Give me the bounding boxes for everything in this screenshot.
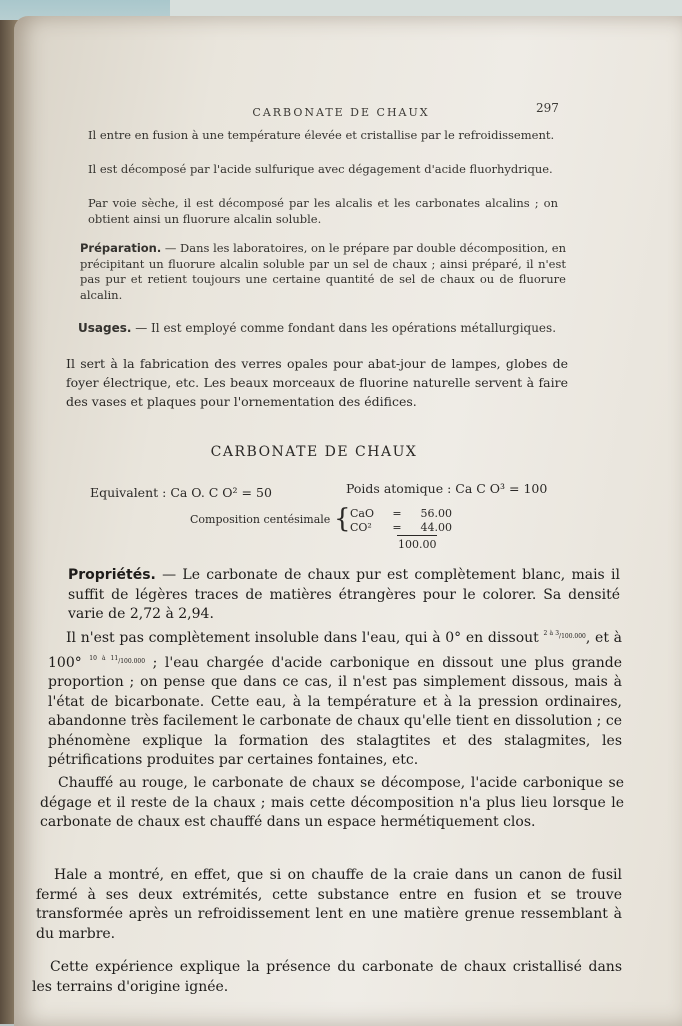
running-title: CARBONATE DE CHAUX	[252, 106, 430, 119]
paragraph-preparation	[80, 241, 566, 303]
paragraph-usages	[78, 320, 566, 337]
preparation-text: — Dans les laboratoires, on le prépare par double décomposition, en précipitant un fluorure alcalin soluble par un sel de chaux ; ainsi préparé, il n'est pas pur et retient toujours une certaine quantité de sel de chaux ou de fluorure alcalin.	[80, 241, 567, 302]
usages-text: — Il est employé comme fondant dans les opérations métallurgiques.	[131, 321, 557, 335]
composition-brace: {	[334, 504, 351, 534]
composition-row-co2: CO² = 44.00	[350, 521, 452, 534]
proprietes-text: — Le carbonate de chaux pur est complètement blanc, mais il suffit de légères traces de matières étrangères pour le colorer. Sa densité varie de 2,72 à 2,94.	[68, 567, 620, 622]
paragraph-verres: Il sert à la fabrication des verres opales pour abat-jour de lampes, globes de foyer électrique, etc. Les beaux morceaux de fluorine naturelle servent à faire des vases et plaques pour l'ornementation des édifices.	[66, 356, 568, 409]
preparation-label: Préparation.	[80, 241, 162, 255]
paragraph-voie-seche: Par voie sèche, il est décomposé par les alcalis et les carbonates alcalins ; on obtient ainsi un fluorure alcalin soluble.	[88, 196, 558, 226]
page-number: 297	[536, 101, 559, 115]
atomic-weight-formula: Poids atomique : Ca C O³ = 100	[346, 481, 548, 496]
section-title: CARBONATE DE CHAUX	[210, 444, 418, 460]
paragraph-insoluble: Il n'est pas complètement insoluble dans l'eau, qui à 0° en dissout $^{2 à 3/100.000}$, et à 100° $^{10 à 11/100.000}$ ; l'eau chargée d'acide carbonique en dissout une plus grande proportion ; on pense que dans ce cas, il n'est pas simplement dissous, mais à l'état de bicarbonate. Cette eau, à la température et à la pression ordinaires, abandonne très facilement le carbonate de chaux qu'elle tient en dissolution ; ce phénomène explique la formation des stalagtites et des stalagmites, les pétrifications produites par certaines fontaines, etc.	[48, 630, 623, 768]
composition-row-cao: CaO = 56.00	[350, 507, 452, 520]
usages-label: Usages.	[78, 321, 132, 335]
paragraph-experience: Cette expérience explique la présence du carbonate de chaux cristallisé dans les terrains d'origine ignée.	[32, 959, 622, 995]
composition-label: Composition centésimale	[190, 513, 331, 526]
equivalent-formula: Equivalent : Ca O. C O² = 50	[90, 485, 272, 500]
paragraph-sulfurique: Il est décomposé par l'acide sulfurique avec dégagement d'acide fluorhydrique.	[88, 162, 553, 176]
paragraph-proprietes	[68, 566, 620, 625]
proprietes-label: Propriétés.	[68, 567, 156, 583]
paragraph-fusion: Il entre en fusion à une température élevée et cristallise par le refroidissement.	[88, 128, 555, 142]
composition-sum-line	[397, 535, 437, 536]
composition-total: 100.00	[398, 538, 437, 551]
paragraph-hale: Hale a montré, en effet, que si on chauffe de la craie dans un canon de fusil fermé à ses deux extrémités, cette substance entre en fusion et se trouve transformée après un refroidissement lent en une matière grenue ressemblant à du marbre.	[36, 867, 622, 942]
paragraph-chauffe: Chauffé au rouge, le carbonate de chaux se décompose, l'acide carbonique se dégage et il reste de la chaux ; mais cette décomposition n'a plus lieu lorsque le carbonate de chaux est chauffé dans un espace hermétiquement clos.	[40, 775, 624, 830]
